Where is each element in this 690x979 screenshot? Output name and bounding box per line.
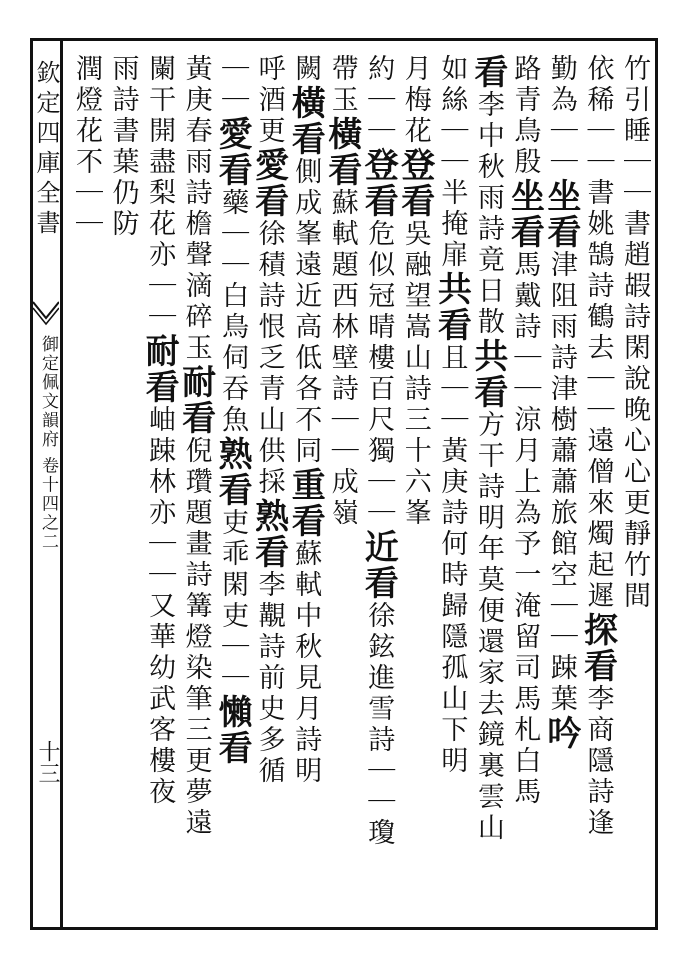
headword: 坐看: [540, 178, 581, 250]
headword: 登看: [358, 147, 399, 219]
margin-rule: [60, 38, 63, 930]
text-column-13: [176, 54, 216, 922]
headword: 探看: [577, 612, 618, 684]
text-run: 蘇軾題西林壁詩｜｜成嶺: [326, 188, 358, 529]
text-run: 李商隱詩逢: [582, 684, 614, 839]
text-run: 岫踈林亦｜｜又華幼武客樓夜: [144, 405, 176, 808]
text-run: 倪瓚題畫詩篝燈染筆三更夢遠: [180, 436, 212, 839]
section-name: 御定佩文韻府: [38, 335, 58, 449]
text-run: 吳融望嵩山詩三十六峯: [399, 219, 431, 529]
headword: 共看: [467, 338, 508, 410]
text-run: ｜｜: [217, 54, 249, 116]
text-run: 危似冠晴樓百尺獨｜｜: [363, 219, 395, 529]
headword: 愛看: [212, 116, 253, 188]
text-run: 竹引睡｜｜書趙嘏詩閑說晚心心更靜竹間: [619, 54, 650, 612]
text-run: 闕: [290, 54, 322, 85]
headword: 耐看: [175, 364, 216, 436]
text-run: 馬戴詩｜｜涼月上為予一淹留司馬札白馬: [509, 250, 541, 808]
text-run: 徐積詩恨乏青山供採: [253, 219, 285, 498]
text-run: 約｜｜: [363, 54, 395, 147]
book-title: 欽定四庫全書: [32, 60, 60, 240]
headword: 耐看: [139, 333, 180, 405]
text-column-6: [431, 54, 471, 922]
text-run: 李覯詩前史多循: [253, 570, 285, 787]
text-column-12: [212, 54, 252, 922]
text-run: 帶玉: [326, 54, 358, 116]
text-run: 吏乖閑吏｜｜: [217, 508, 249, 694]
text-column-4: [504, 54, 544, 922]
headword: 懶看: [212, 694, 253, 766]
volume-label: 卷十四之二: [38, 456, 58, 552]
text-run: 李中秋雨詩竟日散: [472, 90, 504, 338]
text-run: 黃庚春雨詩檐聲滴碎玉: [180, 54, 212, 364]
text-run: 潤燈花不｜｜: [71, 54, 102, 240]
text-column-9: [322, 54, 362, 922]
headword: 愛看: [248, 147, 289, 219]
text-column-8: [358, 54, 398, 922]
text-run: 津阻雨詩津樹蕭蕭旅館空｜｜踈葉: [545, 250, 577, 715]
text-run: 且｜｜黃庚詩何時歸隱孤山下明: [436, 343, 468, 777]
text-run: 藥｜｜白鳥伺吞魚: [217, 188, 249, 436]
text-column-15: [103, 54, 143, 922]
text-column-7: [395, 54, 435, 922]
text-run: 呼酒更: [253, 54, 285, 147]
text-run: 依稀｜｜書姚鵠詩鶴去｜｜遠僧來燭起遲: [582, 54, 614, 612]
text-column-14: [139, 54, 179, 922]
text-run: 如絲｜｜半掩扉: [436, 54, 468, 271]
text-columns: [66, 44, 654, 924]
text-column-3: [541, 54, 581, 922]
text-run: 雨詩書葉仍防: [107, 54, 139, 240]
text-column-16: [66, 54, 106, 922]
text-run: 月梅花: [399, 54, 431, 147]
text-run: 側成峯遠近高低各不同: [290, 157, 322, 467]
headword: 吟: [540, 715, 581, 751]
fishtail-mark-icon: [33, 300, 59, 332]
text-run: 闌干開盡梨花亦｜｜: [144, 54, 176, 333]
headword: 橫看: [285, 85, 326, 157]
text-column-2: [577, 54, 617, 922]
headword: 近看: [358, 529, 399, 601]
text-run: 徐鉉進雪詩｜｜瓊: [363, 601, 395, 849]
headword: 看: [467, 54, 508, 90]
section-title: [33, 335, 59, 551]
text-column-5: [468, 54, 508, 922]
headword: 登看: [394, 147, 435, 219]
text-run: 方干詩明年莫便還家去鏡裏雲山: [472, 410, 504, 844]
text-column-1: [614, 54, 654, 922]
page-number: 十三: [35, 740, 60, 784]
headword: 重看: [285, 467, 326, 539]
text-column-10: [285, 54, 325, 922]
text-run: 勤為｜｜: [545, 54, 577, 178]
headword: 坐看: [504, 178, 545, 250]
text-run: 蘇軾中秋見月詩明: [290, 539, 322, 787]
headword: 橫看: [321, 116, 362, 188]
text-column-11: [249, 54, 289, 922]
headword: 共看: [431, 271, 472, 343]
text-run: 路青鳥殷: [509, 54, 541, 178]
headword: 熟看: [212, 436, 253, 508]
headword: 熟看: [248, 498, 289, 570]
